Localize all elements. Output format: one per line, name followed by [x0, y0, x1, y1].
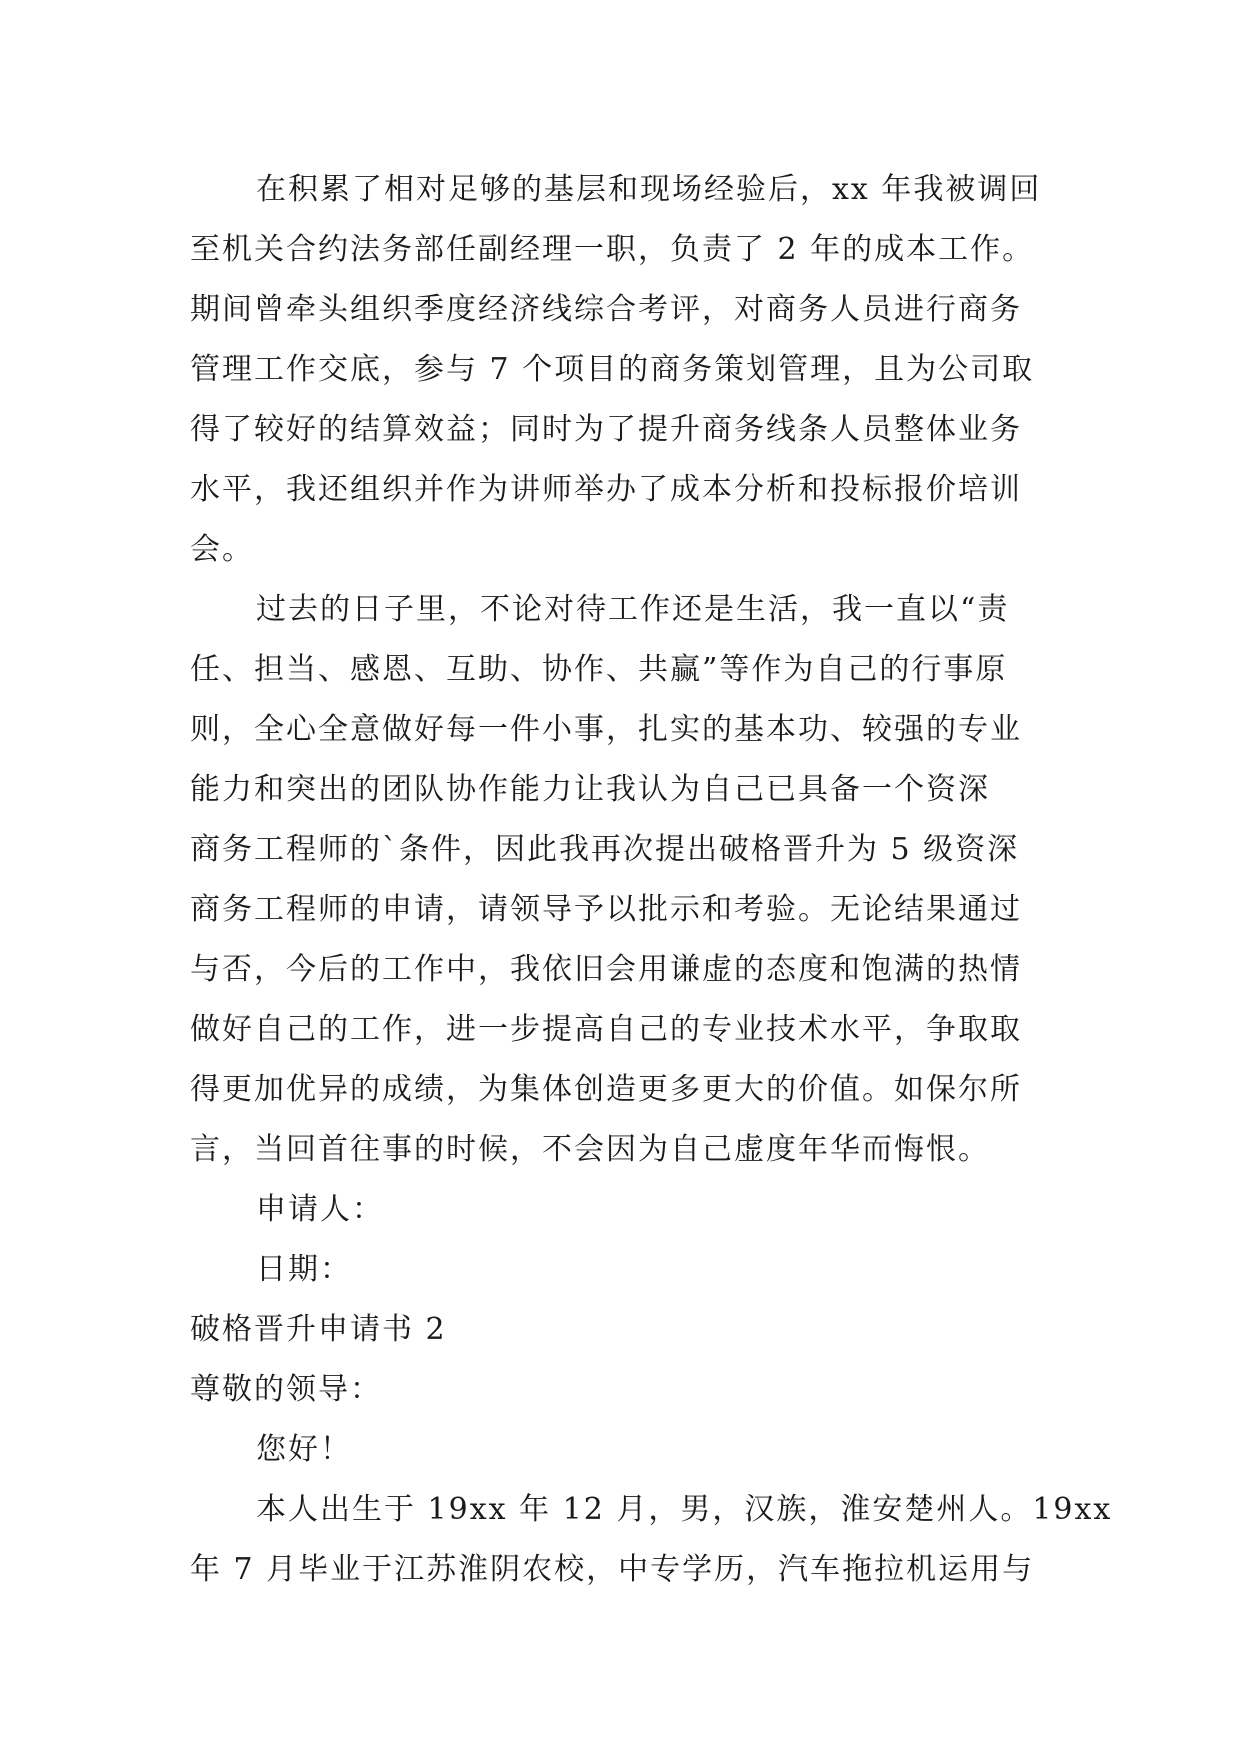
- greeting: 您好！: [256, 1432, 352, 1467]
- paragraph-experience: [190, 160, 1070, 580]
- text-line: 则，全心全意做好每一件小事，扎实的基本功、较强的专业: [190, 712, 1022, 747]
- text-line: 商务工程师的`条件，因此我再次提出破格晋升为 5 级资深: [190, 832, 1020, 867]
- document-body: [190, 160, 1113, 1600]
- text-line: 任、担当、感恩、互助、协作、共赢”等作为自己的行事原: [190, 652, 1008, 687]
- paragraph-principles: [190, 580, 1070, 1180]
- text-line: 商务工程师的申请，请领导予以批示和考验。无论结果通过: [190, 892, 1022, 927]
- applicant-label: 申请人：: [256, 1192, 384, 1227]
- text-line: 管理工作交底，参与 7 个项目的商务策划管理，且为公司取: [190, 352, 1035, 387]
- text-line: 得更加优异的成绩，为集体创造更多更大的价值。如保尔所: [190, 1072, 1022, 1107]
- text-line: 至机关合约法务部任副经理一职，负责了 2 年的成本工作。: [190, 232, 1035, 267]
- salutation: 尊敬的领导：: [190, 1372, 382, 1407]
- text-line: 与否，今后的工作中，我依旧会用谦虚的态度和饱满的热情: [190, 952, 1022, 987]
- text-line: 年 7 月毕业于江苏淮阴农校，中专学历，汽车拖拉机运用与: [190, 1552, 1035, 1587]
- text-line: 能力和突出的团队协作能力让我认为自己已具备一个资深: [190, 772, 990, 807]
- text-line: 期间曾牵头组织季度经济线综合考评，对商务人员进行商务: [190, 292, 1022, 327]
- text-line: 水平，我还组织并作为讲师举办了成本分析和投标报价培训: [190, 472, 1022, 507]
- text-line: 得了较好的结算效益；同时为了提升商务线条人员整体业务: [190, 412, 1022, 447]
- date-label: 日期：: [256, 1252, 352, 1287]
- text-line: 会。: [190, 532, 254, 567]
- text-line: 本人出生于 19xx 年 12 月，男，汉族，淮安楚州人。19xx: [256, 1492, 1113, 1527]
- text-line: 在积累了相对足够的基层和现场经验后，xx 年我被调回: [256, 172, 1042, 207]
- paragraph-introduction: [190, 1480, 1113, 1600]
- text-line: 过去的日子里，不论对待工作还是生活，我一直以“责: [256, 592, 1010, 627]
- section-title: 破格晋升申请书 2: [190, 1312, 447, 1347]
- text-line: 做好自己的工作，进一步提高自己的专业技术水平，争取取: [190, 1012, 1022, 1047]
- text-line: 言，当回首往事的时候，不会因为自己虚度年华而悔恨。: [190, 1132, 990, 1167]
